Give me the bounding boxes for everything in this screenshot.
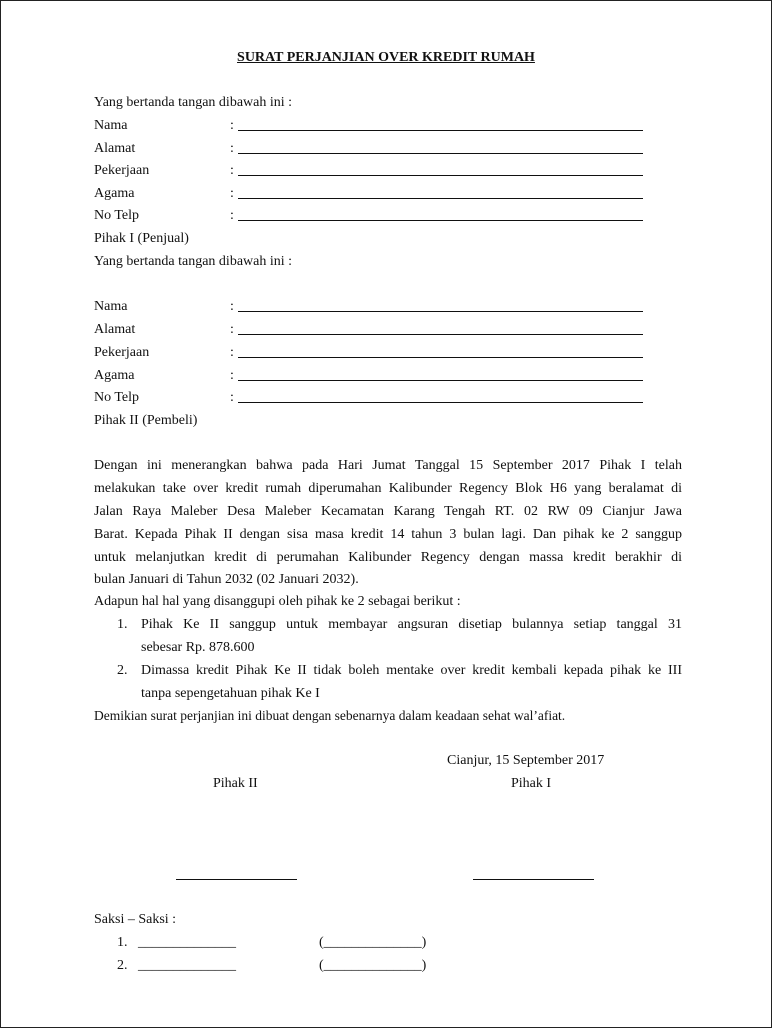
field-blank-alamat-2[interactable] (238, 334, 643, 335)
field-colon: : (230, 390, 234, 405)
document-title: SURAT PERJANJIAN OVER KREDIT RUMAH (237, 50, 535, 65)
term-number: 2. (117, 663, 128, 678)
field-colon: : (230, 299, 234, 314)
witness-name-blank[interactable]: ______________ (138, 935, 236, 950)
intro-text-party-2: Yang bertanda tangan dibawah ini : (94, 254, 293, 269)
field-colon: : (230, 208, 234, 223)
field-blank-nama-1[interactable] (238, 130, 643, 131)
field-blank-agama-1[interactable] (238, 198, 643, 199)
field-label-agama-1: Agama (94, 186, 135, 201)
field-label-notelp-1: No Telp (94, 208, 140, 223)
field-blank-pekerjaan-2[interactable] (238, 357, 643, 358)
field-colon: : (230, 368, 234, 383)
terms-intro: Adapun hal hal yang disanggupi oleh pihak ke 2 sebagai berikut : (94, 594, 461, 609)
witness-number: 1. (117, 935, 128, 950)
field-blank-pekerjaan-1[interactable] (238, 175, 643, 176)
body-line: melakukan take over kredit rumah diperumahan Kalibunder Regency Blok H6 yang beralamat di (94, 481, 682, 496)
field-label-pekerjaan-2: Pekerjaan (94, 345, 150, 360)
witness-number: 2. (117, 958, 128, 973)
party-1-label: Pihak I (Penjual) (94, 231, 189, 246)
field-label-alamat-2: Alamat (94, 322, 136, 337)
field-blank-alamat-1[interactable] (238, 153, 643, 154)
term-number: 1. (117, 617, 128, 632)
signature-line-right[interactable] (473, 879, 594, 880)
field-blank-nama-2[interactable] (238, 311, 643, 312)
field-colon: : (230, 345, 234, 360)
witness-signature-blank[interactable]: (______________) (319, 935, 427, 950)
party-2-label: Pihak II (Pembeli) (94, 413, 198, 428)
term-line: tanpa sepengetahuan pihak Ke I (141, 686, 320, 701)
witness-signature-blank[interactable]: (______________) (319, 958, 427, 973)
signature-line-left[interactable] (176, 879, 297, 880)
field-label-alamat-1: Alamat (94, 141, 136, 156)
term-line: Dimassa kredit Pihak Ke II tidak boleh mentake over kredit kembali kepada pihak ke III (141, 663, 682, 678)
intro-text-party-1: Yang bertanda tangan dibawah ini : (94, 95, 293, 110)
body-line: Dengan ini menerangkan bahwa pada Hari Jumat Tanggal 15 September 2017 Pihak I telah (94, 458, 682, 473)
field-blank-agama-2[interactable] (238, 380, 643, 381)
field-label-notelp-2: No Telp (94, 390, 140, 405)
body-line: untuk melanjutkan kredit di perumahan Kalibunder Regency dengan massa kredit berakhir di (94, 550, 682, 565)
field-colon: : (230, 186, 234, 201)
field-colon: : (230, 322, 234, 337)
field-colon: : (230, 118, 234, 133)
field-label-pekerjaan-1: Pekerjaan (94, 163, 150, 178)
witness-name-blank[interactable]: ______________ (138, 958, 236, 973)
field-label-agama-2: Agama (94, 368, 135, 383)
body-line: Barat. Kepada Pihak II dengan sisa masa kredit 14 tahun 3 bulan lagi. Dan pihak ke 2 sanggup (94, 527, 682, 542)
field-blank-notelp-1[interactable] (238, 220, 643, 221)
closing-statement: Demikian surat perjanjian ini dibuat dengan sebenarnya dalam keadaan sehat wal’afiat. (94, 708, 566, 723)
signatory-left: Pihak II (213, 776, 258, 791)
body-line: Jalan Raya Maleber Desa Maleber Kecamatan Karang Tengah RT. 02 RW 09 Cianjur Jawa (94, 504, 682, 519)
field-label-nama-2: Nama (94, 299, 128, 314)
body-line: bulan Januari di Tahun 2032 (02 Januari 2032). (94, 572, 359, 587)
witness-title: Saksi – Saksi : (94, 912, 177, 927)
field-colon: : (230, 141, 234, 156)
field-label-nama-1: Nama (94, 118, 128, 133)
field-blank-notelp-2[interactable] (238, 402, 643, 403)
field-colon: : (230, 163, 234, 178)
place-date: Cianjur, 15 September 2017 (447, 753, 605, 768)
signatory-right: Pihak I (511, 776, 552, 791)
term-line: Pihak Ke II sanggup untuk membayar angsuran disetiap bulannya setiap tanggal 31 (141, 617, 682, 632)
term-line: sebesar Rp. 878.600 (141, 640, 255, 655)
